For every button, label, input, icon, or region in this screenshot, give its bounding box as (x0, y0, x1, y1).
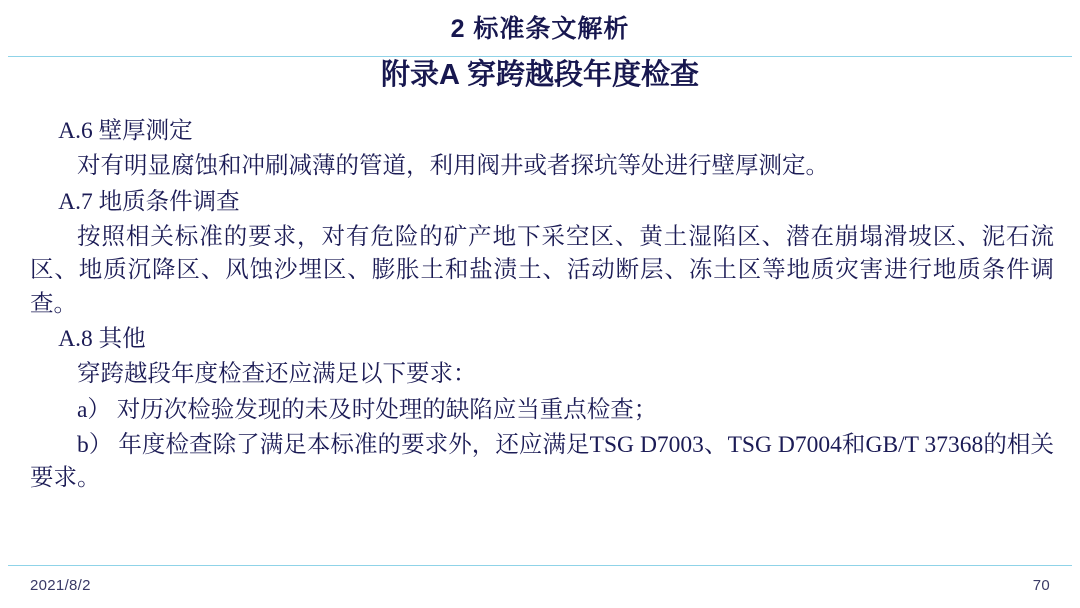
section-label-a8: A.8 其他 (58, 325, 146, 352)
body-content (0, 115, 1080, 496)
list-item: a） 对历次检验发现的未及时处理的缺陷应当重点检查； (77, 396, 658, 423)
footer-date: 2021/8/2 (30, 576, 91, 594)
list-item: b） 年度检查除了满足本标准的要求外，还应满足TSG D7003、TSG D7004和GB/T 37368的相关要求。 (30, 432, 1054, 492)
slide-footer (0, 570, 1080, 600)
section-label-a6: A.6 壁厚测定 (58, 117, 193, 144)
section-text-a8: 穿跨越段年度检查还应满足以下要求： (77, 361, 477, 388)
header-divider (8, 56, 1072, 57)
footer-page-number: 70 (1032, 576, 1050, 594)
page-title: 2 标准条文解析 (450, 15, 630, 43)
section-text-a6: 对有明显腐蚀和冲刷减薄的管道，利用阀井或者探坑等处进行壁厚测定。 (77, 153, 829, 180)
appendix-title: 附录A 穿跨越段年度检查 (381, 59, 699, 91)
section-text-a7: 按照相关标准的要求，对有危险的矿产地下采空区、黄土湿陷区、潜在崩塌滑坡区、泥石流区、地质沉降区、风蚀沙埋区、膨胀土和盐渍土、活动断层、冻土区等地质灾害进行地质条件调查。 (30, 223, 1054, 317)
footer-divider (8, 565, 1072, 566)
section-label-a7: A.7 地质条件调查 (58, 188, 240, 215)
